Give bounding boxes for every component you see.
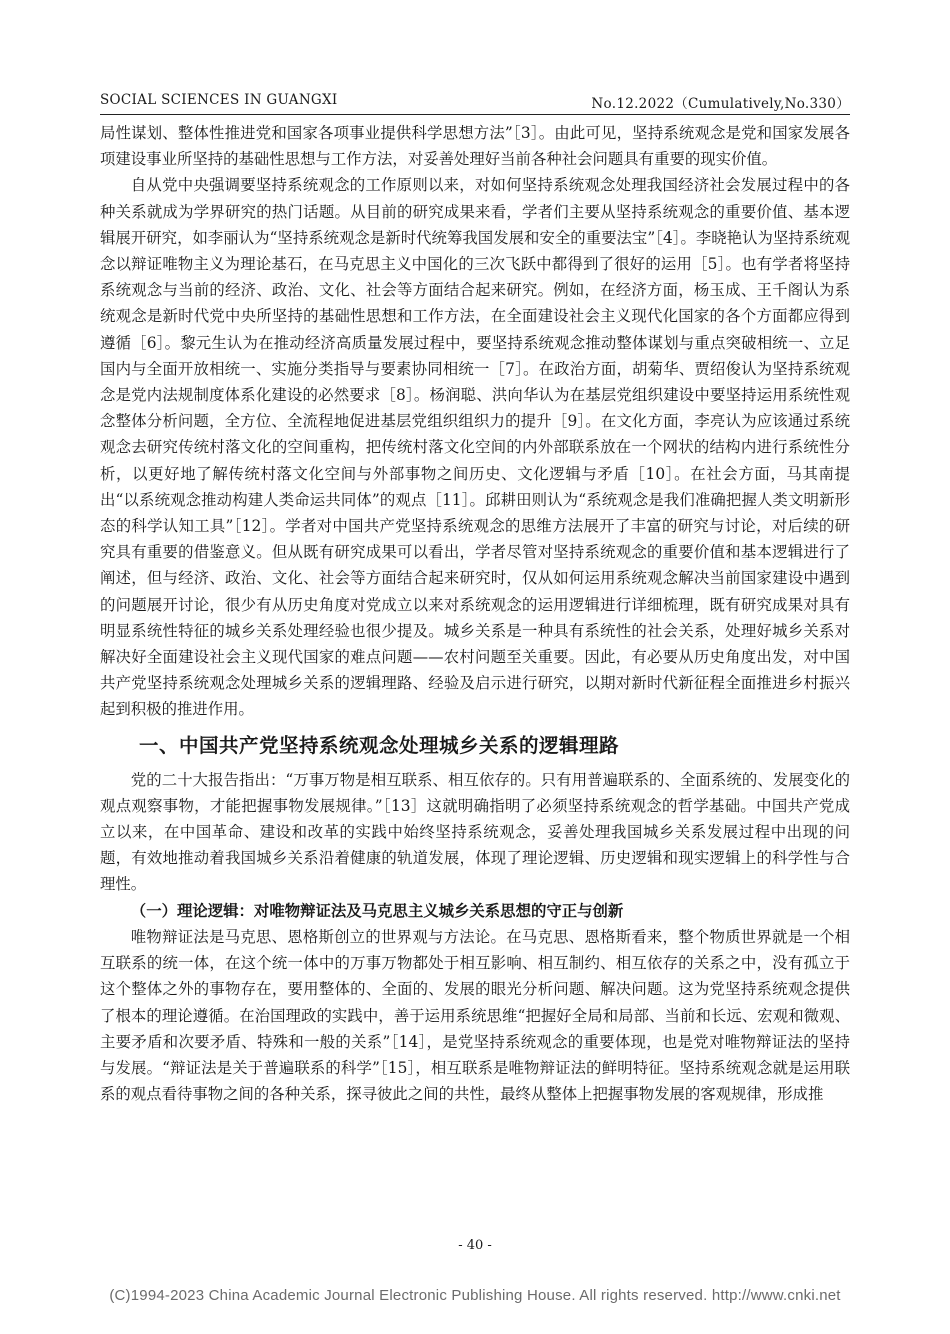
paragraph-continued: 局性谋划、整体性推进党和国家各项事业提供科学思想方法”［3］。由此可见，坚持系统观念是党和国家发展各项建设事业所坚持的基础性思想与工作方法，对妥善处理好当前各种社会问题具有重要的现实价值。 bbox=[100, 124, 850, 169]
running-header bbox=[100, 86, 850, 114]
copyright-footer: (C)1994-2023 China Academic Journal Electronic Publishing House. All rights reserved. http://www.cnki.net bbox=[109, 1287, 841, 1304]
header-rule bbox=[100, 114, 850, 115]
article-body bbox=[100, 120, 850, 1230]
paragraph-section-intro: 党的二十大报告指出：“万事万物是相互联系、相互依存的。只有用普遍联系的、全面系统的、发展变化的观点观察事物，才能把握事物发展规律。”［13］这就明确指明了必须坚持系统观念的哲学基础。中国共产党成立以来，在中国革命、建设和改革的实践中始终坚持系统观念，妥善处理我国城乡关系发展过程中出现的问题，有效地推动着我国城乡关系沿着健康的轨道发展，体现了理论逻辑、历史逻辑和现实逻辑上的科学性与合理性。 bbox=[100, 770, 850, 894]
page-number: - 40 - bbox=[458, 1238, 492, 1253]
issue-info: No.12.2022（Cumulatively,No.330） bbox=[591, 96, 850, 112]
paragraph-literature-review: 自从党中央强调要坚持系统观念的工作原则以来，对如何坚持系统观念处理我国经济社会发展过程中的各种关系就成为学界研究的热门话题。从目前的研究成果来看，学者们主要从坚持系统观念的重要价值、基本逻辑展开研究，如李丽认为“坚持系统观念是新时代统筹我国发展和安全的重要法宝”［4］。李晓艳认为坚持系统观念以辩证唯物主义为理论基石，在马克思主义中国化的三次飞跃中都得到了很好的运用［5］。也有学者将坚持系统观念与当前的经济、政治、文化、社会等方面结合起来研究。例如，在经济方面，杨玉成、王千阁认为系统观念是新时代党中央所坚持的基础性思想和工作方法，在全面建设社会主义现代化国家的各个方面都应得到遵循［6］。黎元生认为在推动经济高质量发展过程中，要坚持系统观念推动整体谋划与重点突破相统一、立足国内与全面开放相统一、实施分类指导与要素协同相统一［7］。在政治方面，胡菊华、贾绍俊认为坚持系统观念是党内法规制度体系化建设的必然要求［8］。杨润聪、洪向华认为在基层党组织建设中要坚持运用系统性观念整体分析问题，全方位、全流程地促进基层党组织组织力的提升［9］。在文化方面，李亮认为应该通过系统观念去研究传统村落文化的空间重构，把传统村落文化空间的内外部联系放在一个网状的结构内进行系统性分析，以更好地了解传统村落文化空间与外部事物之间历史、文化逻辑与矛盾［10］。在社会方面，马其南提出“以系统观念推动构建人类命运共同体”的观点［11］。邱耕田则认为“系统观念是我们准确把握人类文明新形态的科学认知工具”［12］。学者对中国共产党坚持系统观念的思维方法展开了丰富的研究与讨论，对后续的研究具有重要的借鉴意义。但从既有研究成果可以看出，学者尽管对坚持系统观念的重要价值和基本逻辑进行了阐述，但与经济、政治、文化、社会等方面结合起来研究时，仅从如何运用系统观念解决当前国家建设中遇到的问题展开讨论，很少有从历史角度对党成立以来对系统观念的运用逻辑进行详细梳理，既有研究成果对具有明显系统性特征的城乡关系处理经验也很少提及。城乡关系是一种具有系统性的社会关系，处理好城乡关系对解决好全面建设社会主义现代国家的难点问题——农村问题至关重要。因此，有必要从历史角度出发，对中国共产党坚持系统观念处理城乡关系的逻辑理路、经验及启示进行研究，以期对新时代新征程全面推进乡村振兴起到积极的推进作用。 bbox=[100, 176, 850, 719]
section-heading: 一、中国共产党坚持系统观念处理城乡关系的逻辑理路 bbox=[139, 733, 620, 757]
paragraph-theory: 唯物辩证法是马克思、恩格斯创立的世界观与方法论。在马克思、恩格斯看来，整个物质世界就是一个相互联系的统一体，在这个统一体中的万事万物都处于相互影响、相互制约、相互依存的关系之中，没有孤立于这个整体之外的事物存在，要用整体的、全面的、发展的眼光分析问题、解决问题。这为党坚持系统观念提供了根本的理论遵循。在治国理政的实践中，善于运用系统思维“把握好全局和局部、当前和长远、宏观和微观、主要矛盾和次要矛盾、特殊和一般的关系”［14］，是党坚持系统观念的重要体现，也是党对唯物辩证法的坚持与发展。“辩证法是关于普遍联系的科学”［15］，相互联系是唯物辩证法的鲜明特征。坚持系统观念就是运用联系的观点看待事物之间的各种关系，探寻彼此之间的共性，最终从整体上把握事物发展的客观规律，形成推 bbox=[100, 927, 850, 1104]
subsection-heading: （一）理论逻辑：对唯物辩证法及马克思主义城乡关系思想的守正与创新 bbox=[130, 901, 624, 920]
journal-name: SOCIAL SCIENCES IN GUANGXI bbox=[100, 92, 338, 108]
